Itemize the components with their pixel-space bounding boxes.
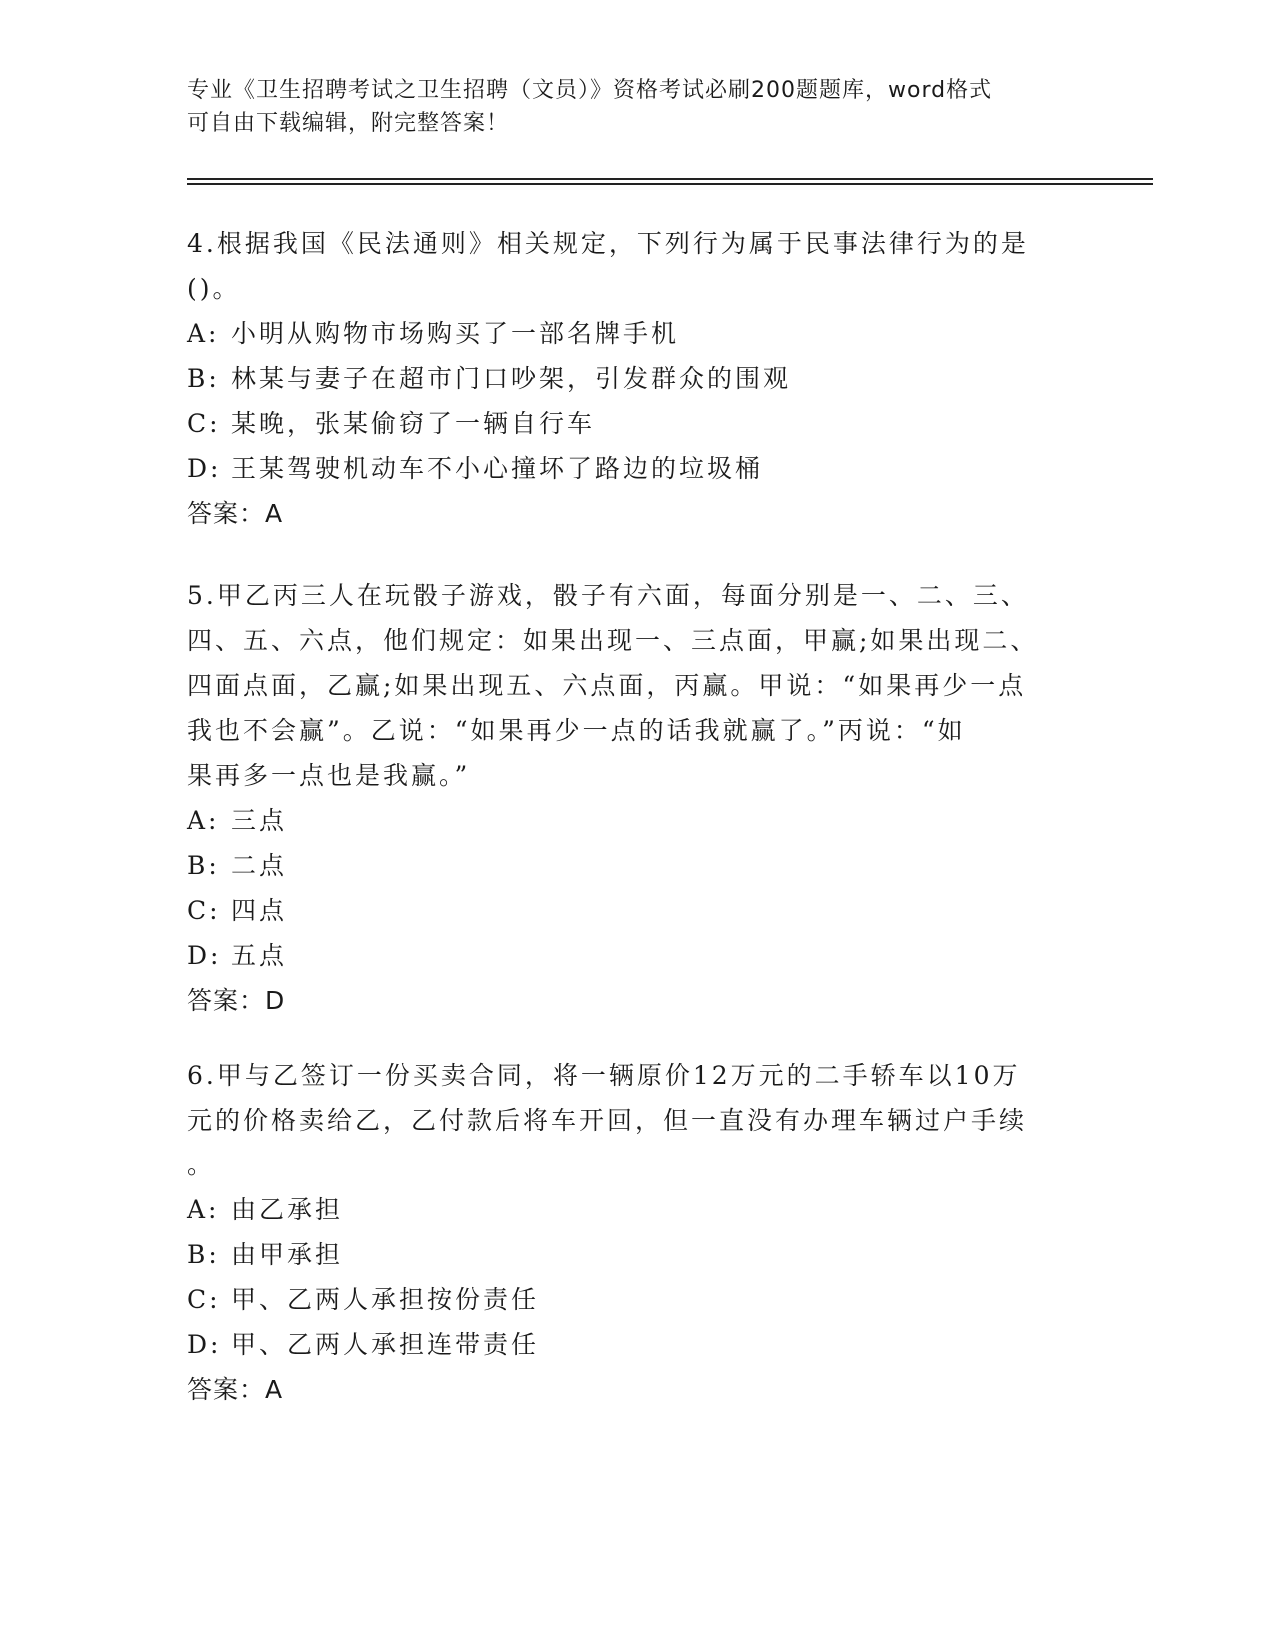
- option-text: 甲、乙两人承担连带责任: [231, 1330, 540, 1359]
- option-text: 甲、乙两人承担按份责任: [231, 1285, 540, 1314]
- option-key: B:: [187, 1240, 220, 1269]
- stem-line: 。: [187, 1150, 216, 1179]
- question-5: [187, 573, 1087, 1024]
- stem-line: 四、五、六点，他们规定：如果出现一、三点面，甲赢;如果出现二、: [187, 626, 1039, 655]
- question-stem: [187, 1053, 1087, 1187]
- option-key: C:: [187, 896, 221, 925]
- option-d: [187, 446, 1087, 491]
- option-d: [187, 933, 1087, 978]
- option-key: D:: [187, 1330, 222, 1359]
- option-text: 由乙承担: [231, 1195, 344, 1224]
- question-stem: [187, 221, 1087, 311]
- option-key: C:: [187, 409, 221, 438]
- stem-line: 4.根据我国《民法通则》相关规定，下列行为属于民事法律行为的是: [187, 229, 1029, 258]
- option-b: [187, 1232, 1087, 1277]
- header-line-1: 专业《卫生招聘考试之卫生招聘（文员）》资格考试必刷200题题库，word格式: [187, 78, 993, 103]
- option-key: A:: [187, 806, 220, 835]
- option-b: [187, 356, 1087, 401]
- option-c: [187, 1277, 1087, 1322]
- option-text: 王某驾驶机动车不小心撞坏了路边的垃圾桶: [231, 454, 764, 483]
- option-key: B:: [187, 364, 220, 393]
- option-c: [187, 401, 1087, 446]
- option-text: 五点: [231, 941, 288, 970]
- option-a: [187, 1187, 1087, 1232]
- option-text: 四点: [231, 896, 288, 925]
- header-divider-bottom: [187, 183, 1153, 185]
- option-key: A:: [187, 319, 220, 348]
- option-key: C:: [187, 1285, 221, 1314]
- option-key: D:: [187, 454, 222, 483]
- stem-line: 我也不会赢”。乙说：“如果再少一点的话我就赢了。”丙说：“如: [187, 716, 966, 745]
- option-d: [187, 1322, 1087, 1367]
- header-line-2: 可自由下载编辑，附完整答案！: [187, 111, 510, 136]
- option-text: 某晚，张某偷窃了一辆自行车: [231, 409, 596, 438]
- option-a: [187, 311, 1087, 356]
- header-divider-top: [187, 178, 1153, 180]
- option-key: B:: [187, 851, 220, 880]
- question-stem: [187, 573, 1087, 798]
- option-key: A:: [187, 1195, 220, 1224]
- option-key: D:: [187, 941, 222, 970]
- stem-line: 果再多一点也是我赢。”: [187, 761, 471, 790]
- stem-line: 四面点面，乙赢;如果出现五、六点面，丙赢。甲说：“如果再少一点: [187, 671, 1027, 700]
- option-a: [187, 798, 1087, 843]
- question-6: [187, 1053, 1087, 1413]
- option-text: 二点: [231, 851, 288, 880]
- answer: 答案：A: [187, 1375, 284, 1404]
- stem-line: 5.甲乙丙三人在玩骰子游戏，骰子有六面，每面分别是一、二、三、: [187, 581, 1029, 610]
- option-text: 三点: [231, 806, 288, 835]
- question-4: [187, 221, 1087, 537]
- option-b: [187, 843, 1087, 888]
- stem-line: ()。: [187, 274, 241, 303]
- option-text: 小明从购物市场购买了一部名牌手机: [231, 319, 680, 348]
- stem-line: 元的价格卖给乙，乙付款后将车开回，但一直没有办理车辆过户手续: [187, 1106, 1028, 1135]
- answer: 答案：D: [187, 986, 286, 1015]
- option-text: 由甲承担: [231, 1240, 344, 1269]
- option-text: 林某与妻子在超市门口吵架，引发群众的围观: [231, 364, 792, 393]
- document-header: [187, 74, 1067, 140]
- option-c: [187, 888, 1087, 933]
- answer: 答案：A: [187, 499, 284, 528]
- stem-line: 6.甲与乙签订一份买卖合同，将一辆原价12万元的二手轿车以10万: [187, 1061, 1021, 1090]
